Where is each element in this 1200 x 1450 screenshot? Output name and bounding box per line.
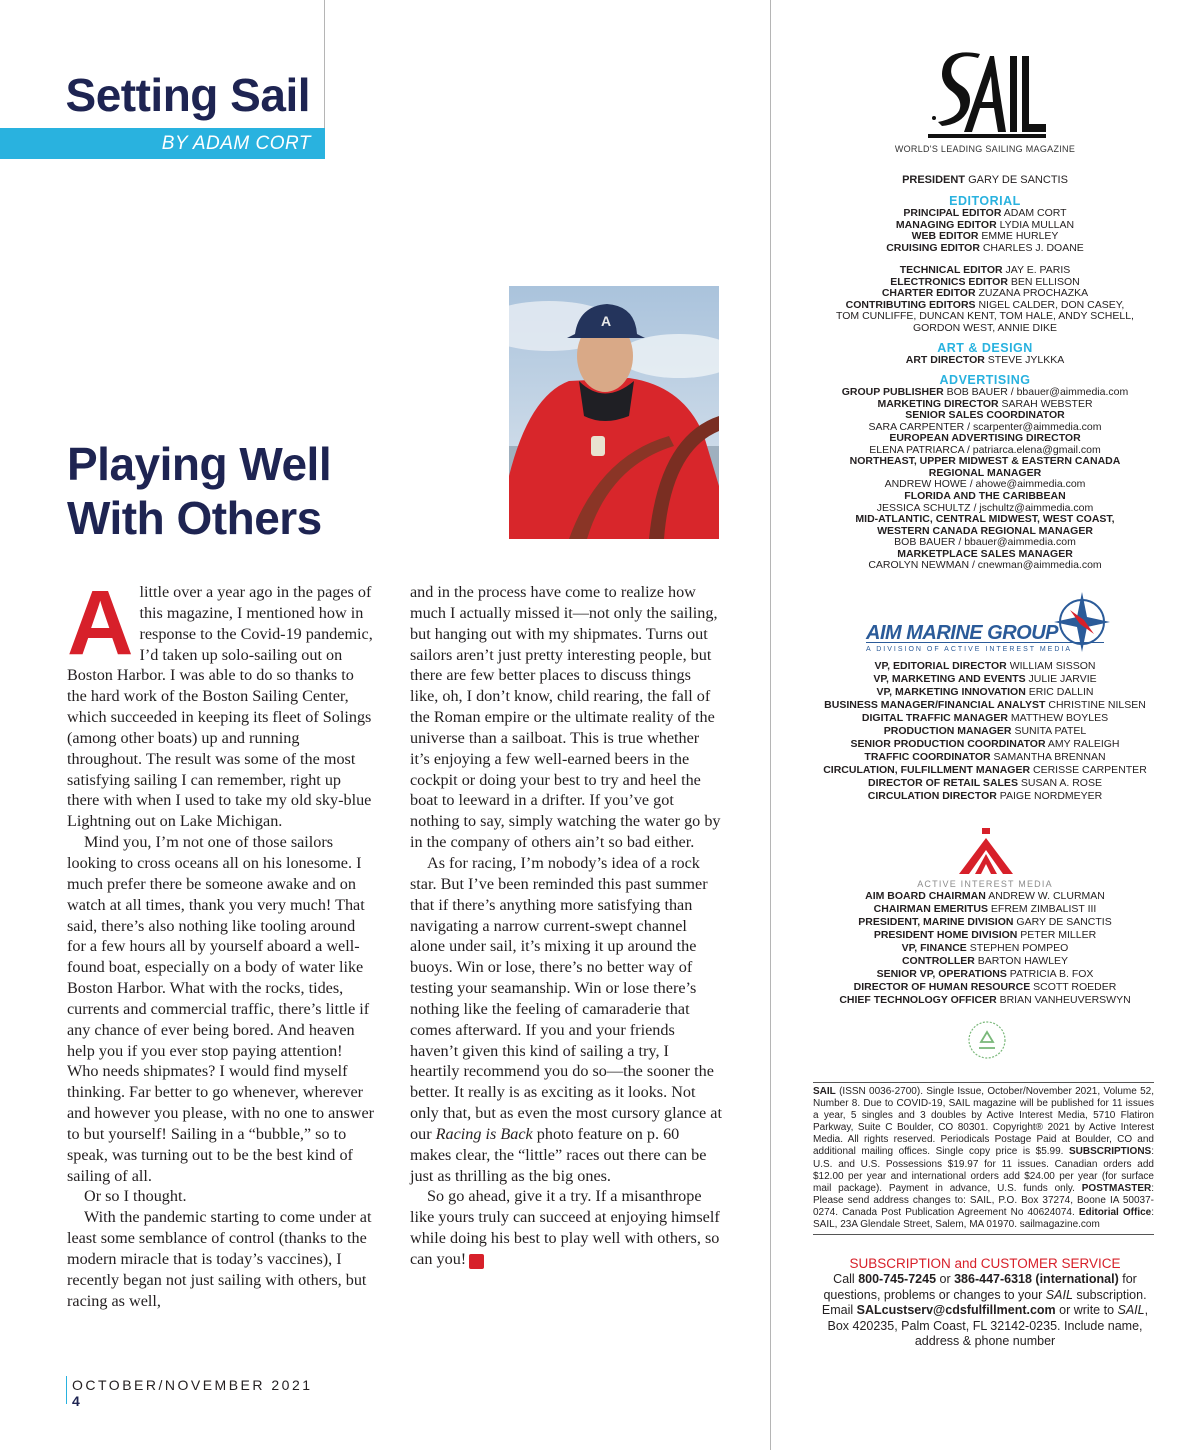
role-name: BEN ELLISON [1010,275,1080,288]
masthead-line [790,917,1180,929]
subscription-heading: SUBSCRIPTION and CUSTOMER SERVICE [849,1256,1121,1271]
paragraph: Mind you, I’m not one of those sailors looking to cross oceans all on his lonesome. I much prefer there be someone awake and on watch at all times, thank you very much! That said, there’s also nothing like tooling around for a few hours all by yourself aboard a well-found boat, especially on a body of water like Boston Harbor. What with the rocks, tides, currents and commercial traffic, there’s little if any chance of ever being bored. And heaven help you if you ever stop paying attention! Who needs shipmates? I would find myself thinking. Far better to go whenever, wherever and however you please, with no one to answer to but yourself! Sailing in a “bubble,” so to speak, was turning out to be the best kind of sailing of all. [67,833,375,1185]
sub-text: or write to [1055,1303,1118,1317]
sub-text: for questions, problems or changes to your [823,1272,1137,1302]
role-name: SCOTT ROEDER [1033,980,1117,993]
pub-text: (ISSN 0036-2700). Single Issue, October/November 2021, Volume 52, Number 8. Due to COVID-19, SAIL magazine will be published for 11 issues a year, 5 singles and 3 doubles by Active Interest Media, 5710 Flatiron Parkway, Suite C Boulder, CO 80301. Copyright® 2021 by Active Interest Media. All rights reserved. Periodicals Postage Paid at Boulder, CO and additional mailing offices. Single copy price is $5.99. [813,1086,1154,1158]
masthead-line [790,943,1180,955]
pub-text: : SAIL, 23A Glendale Street, Salem, MA 01970. sailmagazine.com [813,1206,1154,1231]
role-label: PRODUCTION MANAGER [883,724,1012,737]
svg-text:A: A [601,313,612,329]
role-name: ERIC DALLIN [1028,685,1094,698]
sub-text: subscription. Email [821,1287,1147,1317]
byline: BY ADAM CORT [161,133,311,154]
issue-date: OCTOBER/NOVEMBER 2021 [72,1377,313,1393]
role-label: CHIEF TECHNOLOGY OFFICER [839,993,997,1006]
role-name: PATRICIA B. FOX [1009,967,1094,980]
sub-text: or [936,1272,955,1286]
masthead-line [790,982,1180,994]
role-label: MARKETPLACE SALES MANAGER [897,547,1073,560]
role-label: PRINCIPAL EDITOR [903,207,1002,219]
sail-logo [928,52,1046,140]
role-name: SUSAN A. ROSE [1020,776,1102,789]
byline-bar [0,128,325,159]
role-name: CERISSE CARPENTER [1033,763,1147,776]
role-label: CHARTER EDITOR [881,287,976,300]
role-label: DIGITAL TRAFFIC MANAGER [861,711,1008,724]
role-label: TRAFFIC COORDINATOR [864,750,991,763]
end-mark-icon: S [469,1254,484,1269]
author-photo-illustration [509,286,719,539]
paragraph-text: As for racing, I’m nobody’s idea of a rock star. But I’ve been reminded this past summer that if there’s anything more satisfying than navigating a narrow current-swept channel alone under sail, it’s mixing it up around the buoys. Win or lose, there’s no better way of testing your seamanship. Win or lose there’s nothing like the feeling of camaraderie that comes afterward. If you and your friends haven’t given this kind of sailing a try, I heartily recommend you do so—the sooner the better. It really is as exciting as it looks. Not only that, but as even the most cursory glance at our [410,853,722,1143]
role-label: SENIOR SALES COORDINATOR [905,409,1065,422]
role-name: CHRISTINE NILSEN [1048,698,1146,711]
role-name: SAMANTHA BRENNAN [993,750,1106,763]
role-label: VP, FINANCE [901,941,967,954]
role-name: CAROLYN NEWMAN / cnewman@aimmedia.com [868,559,1102,572]
role-name: LYDIA MULLAN [999,218,1075,231]
role-label: DIRECTOR OF RETAIL SALES [868,776,1018,789]
masthead-line [790,739,1180,751]
aim-marine-logo-subtitle: A DIVISION OF ACTIVE INTEREST MEDIA [866,646,1073,653]
publication-info [813,1082,1154,1235]
role-label: MANAGING EDITOR [895,218,997,231]
role-name: BOB BAUER / bbauer@aimmedia.com [946,386,1129,398]
pub-text: : Please send address changes to: SAIL, P.O. Box 37274, Boone IA 50037-0274. Canada Post Publication Agreement No 40624074. [813,1182,1154,1218]
paragraph-text: little over a year ago in the pages of this magazine, I mentioned how in response to the Covid-19 pandemic, I’d taken up solo-sailing out on Boston Harbor. I was able to do so thanks to the hard work of the Boston Sailing Center, which succeeded in keeping its fleet of Solings (among other boats) up and running throughout. The result was some of the most satisfying sailing I can remember, right up there with when I used to take my old sky-blue Lightning out on Lake Michigan. [67,583,373,831]
footer-accent [66,1376,67,1404]
paragraph: and in the process have come to realize how much I actually missed it—not only the sailing, but hanging out with my shipmates. Turns out sailors aren’t just pretty interesting people, but there are few better places to discuss things like, oh, I don’t know, child rearing, the fall of the Roman empire or the ultimate reality of the universe than a sailboat. This is true whether it’s enjoying a few well-earned beers in the cockpit or doing your best to try and heel the boat to leeward in a drifter. If you’ve got nothing to say, simply watching the water go by in the company of others ain’t so bad either. [410,583,721,852]
role-name: PAIGE NORDMEYER [999,789,1103,802]
role-name: EMME HURLEY [981,230,1059,242]
subscription-info [810,1272,1160,1350]
masthead-line [790,891,1180,903]
president-line [790,175,1180,187]
paragraph [67,572,377,832]
role-label: DIRECTOR OF HUMAN RESOURCE [853,980,1031,993]
role-label: BUSINESS MANAGER/FINANCIAL ANALYST [824,698,1046,711]
masthead-line [790,791,1180,803]
role-name: TOM CUNLIFFE, DUNCAN KENT, TOM HALE, ANDY SCHELL, [836,310,1134,323]
role-label: WEB EDITOR [911,230,979,242]
sub-text: Call [833,1272,859,1286]
pub-label: POSTMASTER [1081,1182,1152,1194]
pub-label: Editorial Office [1078,1206,1152,1218]
role-label: MARKETING DIRECTOR [877,397,999,410]
role-name: JAY E. PARIS [1005,264,1071,276]
role-label: WESTERN CANADA REGIONAL MANAGER [877,524,1093,537]
role-name: BARTON HAWLEY [977,954,1069,967]
masthead-line [790,995,1180,1007]
masthead-line [790,765,1180,777]
masthead-line [790,355,1180,367]
role-name: NIGEL CALDER, DON CASEY, [978,298,1125,311]
role-label: ART DIRECTOR [905,354,985,366]
role-name: CHARLES J. DOANE [982,241,1084,254]
role-name: BOB BAUER / bbauer@aimmedia.com [894,536,1076,549]
masthead-line [790,778,1180,790]
active-interest-media-logo [957,828,1015,876]
tagline: WORLD'S LEADING SAILING MAGAZINE [894,144,1076,154]
role-label: GROUP PUBLISHER [841,386,944,398]
role-name: SUNITA PATEL [1014,724,1087,737]
feature-title: Racing is Back [435,1124,533,1143]
masthead-line [790,700,1180,712]
role-name: PETER MILLER [1020,928,1097,941]
author-photo [509,286,719,539]
role-label: PRESIDENT [902,174,966,186]
pub-label: SUBSCRIPTIONS [1068,1146,1152,1158]
role-name: BRIAN VANHEUVERSWYN [999,993,1131,1006]
role-label: TECHNICAL EDITOR [899,264,1003,276]
role-name: ZUZANA PROCHAZKA [978,287,1089,300]
masthead-line [790,661,1180,673]
role-name: ANDREW W. CLURMAN [988,890,1105,902]
paragraph [410,1186,722,1269]
column-divider [770,0,771,1450]
role-name: GARY DE SANCTIS [1016,915,1112,928]
role-name: GARY DE SANCTIS [968,174,1068,186]
magazine-name: SAIL [1117,1303,1145,1317]
masthead-line [790,674,1180,686]
phone-number: 386-447-6318 (international) [954,1272,1119,1286]
role-name: GORDON WEST, ANNIE DIKE [912,322,1058,334]
sub-text: , Box 420235, Palm Coast, FL 32142-0235. Include name, address & phone number [827,1303,1149,1348]
paragraph [410,853,722,1187]
paragraph: With the pandemic starting to come under at least some semblance of control (thanks to the modern miracle that is today’s vaccines), I recently began not just sailing with others, but racing as well, [67,1208,372,1310]
role-label: PRESIDENT, MARINE DIVISION [858,915,1014,928]
masthead-line [790,752,1180,764]
role-label: CRUISING EDITOR [886,241,980,254]
editorial-heading: EDITORIAL [949,194,1021,208]
role-name: SARAH WEBSTER [1001,397,1093,410]
recycle-icon [967,1020,1007,1060]
role-name: JESSICA SCHULTZ / jschultz@aimmedia.com [876,501,1094,514]
masthead-line [790,243,1180,255]
pub-text: : U.S. and U.S. Possessions $19.97 for 11 issues. Canadian orders add $12.00 per year and international orders add $24.00 per year (for surface mail package). Payment in advance, U.S. funds only. [813,1146,1154,1194]
role-label: CONTRIBUTING EDITORS [845,298,976,311]
role-label: SENIOR VP, OPERATIONS [876,967,1007,980]
pub-label: SAIL [813,1086,836,1097]
advertising-heading: ADVERTISING [939,373,1031,387]
article-column-2 [410,582,722,1270]
role-name: ADAM CORT [1003,207,1067,219]
role-label: FLORIDA AND THE CARIBBEAN [904,489,1066,502]
role-label: CIRCULATION, FULFILLMENT MANAGER [823,763,1031,776]
role-label: CONTROLLER [901,954,975,967]
role-name: AMY RALEIGH [1047,737,1120,750]
role-name: ANDREW HOWE / ahowe@aimmedia.com [884,478,1086,491]
paragraph-text: So go ahead, give it a try. If a misanthrope like yours truly can succeed at enjoying himself while doing his best to play well with others, so can you! [410,1187,720,1268]
masthead-line [790,713,1180,725]
role-label: AIM BOARD CHAIRMAN [865,890,986,902]
masthead-line [790,956,1180,968]
role-name: SARA CARPENTER / scarpenter@aimmedia.com [868,420,1102,433]
role-name: ELENA PATRIARCA / patriarca.elena@gmail.com [869,443,1101,456]
article-column-1 [67,572,377,1312]
email-address: SALcustserv@cdsfulfillment.com [856,1303,1056,1317]
page-number: 4 [72,1393,80,1409]
role-name: STEVE JYLKKA [987,354,1065,366]
paragraph: Or so I thought. [84,1187,187,1206]
masthead-line [790,930,1180,942]
role-name: MATTHEW BOYLES [1010,711,1109,724]
masthead-line [790,726,1180,738]
role-name: JULIE JARVIE [1028,672,1097,685]
role-name: WILLIAM SISSON [1009,660,1096,672]
header-divider [324,0,325,130]
role-label: MID-ATLANTIC, CENTRAL MIDWEST, WEST COAST, [855,513,1115,526]
masthead-line [790,687,1180,699]
phone-number: 800-745-7245 [858,1272,937,1286]
section-title: Setting Sail [65,69,310,121]
drop-cap: A [67,572,134,674]
role-label: SENIOR PRODUCTION COORDINATOR [850,737,1046,750]
role-label: ELECTRONICS EDITOR [890,275,1008,288]
role-label: PRESIDENT HOME DIVISION [873,928,1018,941]
masthead-line [790,323,1180,335]
paragraph-text: photo feature on p. 60 makes clear, the “little” races out there can be just as thrilling as the big ones. [410,1124,707,1185]
art-heading: ART & DESIGN [937,341,1033,355]
masthead-line [790,969,1180,981]
role-label: VP, MARKETING AND EVENTS [873,672,1026,685]
role-label: VP, EDITORIAL DIRECTOR [874,660,1007,672]
role-label: VP, MARKETING INNOVATION [876,685,1026,698]
active-interest-media-text: ACTIVE INTEREST MEDIA [917,879,1053,889]
role-name: EFREM ZIMBALIST III [990,902,1097,915]
role-label: CHAIRMAN EMERITUS [873,902,988,915]
role-label: REGIONAL MANAGER [928,466,1042,479]
magazine-name: SAIL [1045,1287,1073,1302]
role-label: EUROPEAN ADVERTISING DIRECTOR [889,432,1081,445]
masthead-line [790,904,1180,916]
role-name: STEPHEN POMPEO [969,941,1069,954]
role-label: NORTHEAST, UPPER MIDWEST & EASTERN CANADA [849,455,1121,468]
headline: Playing Well With Others [67,438,332,544]
aim-marine-logo-text: AIM MARINE GROUP [866,622,1058,644]
role-label: CIRCULATION DIRECTOR [867,789,997,802]
masthead-line [790,560,1180,572]
